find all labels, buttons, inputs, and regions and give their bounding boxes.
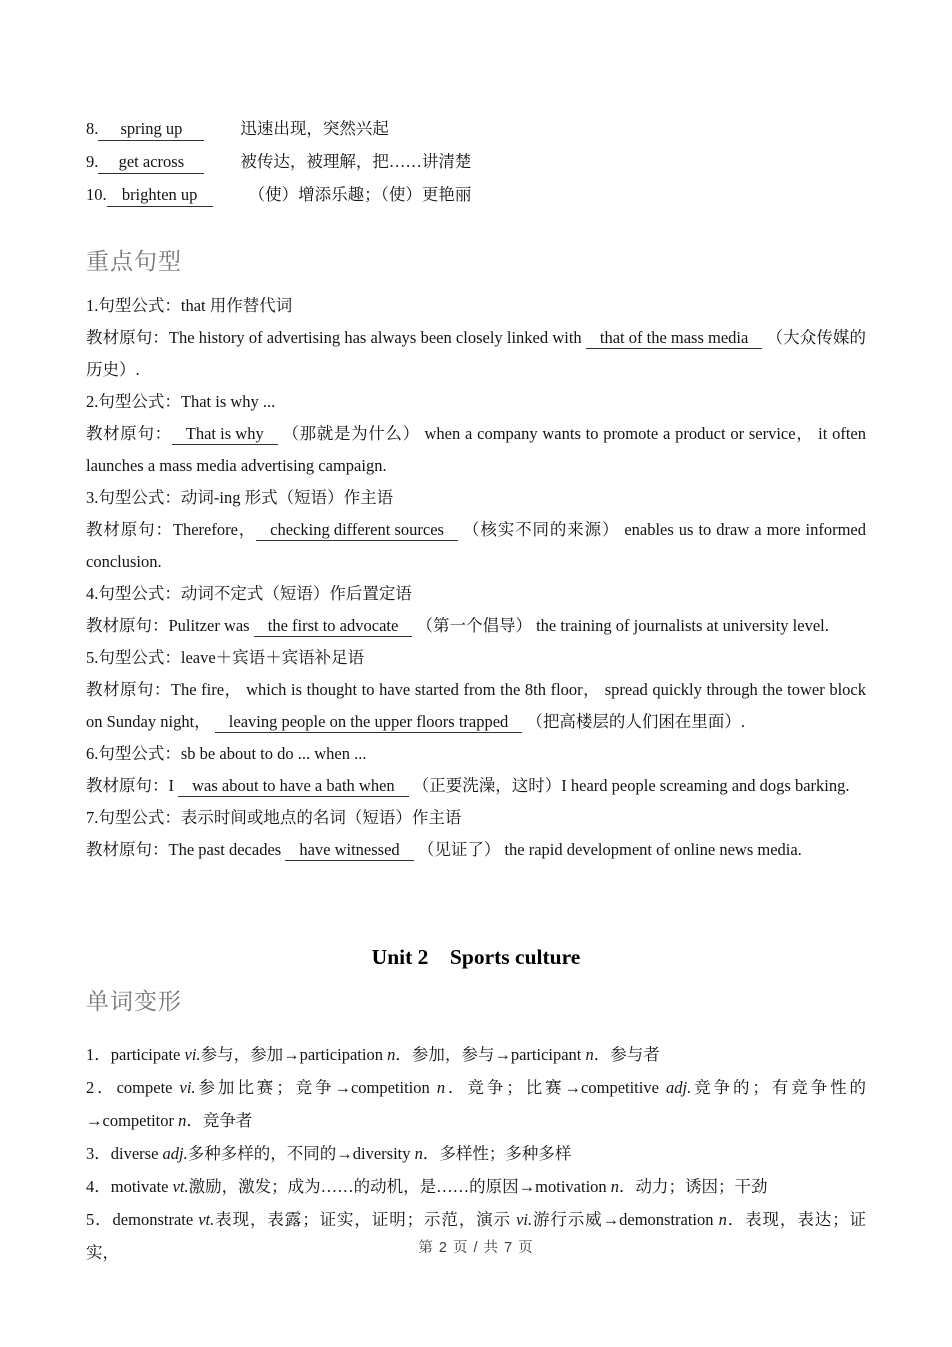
pattern-sentence xyxy=(86,674,866,738)
sentence-text: （见证了） the rapid development of online news media. xyxy=(413,840,802,859)
word-form-text: n xyxy=(436,1078,446,1097)
word-forms-list xyxy=(86,1038,866,1269)
phrase-item xyxy=(86,178,866,211)
word-form-text: ．竞争；比赛→competitive xyxy=(445,1078,666,1097)
word-form-text: 4．motivate xyxy=(86,1177,173,1196)
sentence-text: （正要洗澡，这时）I heard people screaming and dogs barking. xyxy=(408,776,850,795)
phrase-answer-blank: get across xyxy=(98,151,204,174)
word-form-text: n xyxy=(178,1111,187,1130)
answer-blank: have witnessed xyxy=(285,839,413,861)
sentence-text: 教材原句：The fire， which is thought to have started from the 8th floor， spread quickly through the tower block on Sunday night， xyxy=(86,680,866,731)
word-form-text: vi. xyxy=(184,1045,201,1064)
word-form-item xyxy=(86,1071,866,1137)
word-form-text: 1．participate xyxy=(86,1045,185,1064)
word-form-text: n xyxy=(414,1144,423,1163)
sentence-text: 教材原句：The past decades xyxy=(86,840,286,859)
word-form-text: vt. xyxy=(198,1210,215,1229)
pattern-formula: 6.句型公式：sb be about to do ... when ... xyxy=(86,744,367,763)
pattern-formula: 7.句型公式：表示时间或地点的名词（短语）作主语 xyxy=(86,808,462,827)
word-form-item xyxy=(86,1137,866,1170)
word-form-text: 多种多样的，不同的→diversity xyxy=(187,1144,415,1163)
pattern-formula: 3.句型公式：动词-ing 形式（短语）作主语 xyxy=(86,488,394,507)
word-form-text: ．竞争者 xyxy=(186,1111,253,1130)
pattern-sentence xyxy=(86,322,866,386)
word-form-text: vt. xyxy=(172,1177,189,1196)
word-form-text: ．动力；诱因；干劲 xyxy=(619,1177,768,1196)
answer-blank: was about to have a bath when xyxy=(178,775,409,797)
pattern-sentence xyxy=(86,610,866,642)
phrase-number: 8. xyxy=(86,119,99,138)
word-form-text: 2．compete xyxy=(86,1078,180,1097)
phrase-item xyxy=(86,112,866,145)
word-form-text: ．参与者 xyxy=(593,1045,660,1064)
key-patterns-list xyxy=(86,290,866,866)
word-form-text: ．多样性；多种多样 xyxy=(422,1144,572,1163)
word-form-text: ．表现，表达；证实， xyxy=(86,1210,867,1262)
answer-blank: that of the mass media xyxy=(586,327,762,349)
section-heading-key-patterns: 重点句型 xyxy=(86,248,182,274)
answer-blank: That is why xyxy=(172,423,278,445)
pattern-sentence xyxy=(86,418,866,482)
sentence-text: 教材原句： xyxy=(86,424,172,443)
phrase-item xyxy=(86,145,866,178)
unit-title: Unit 2 Sports culture xyxy=(371,945,581,969)
section-heading-word-forms: 单词变形 xyxy=(86,988,182,1014)
phrase-number: 9. xyxy=(86,152,99,171)
word-form-text: 激励，激发；成为……的动机，是……的原因→motivation xyxy=(188,1177,611,1196)
sentence-text: （那就是为什么） when a company wants to promote a product or service， it often launches a mass media advertising campaign. xyxy=(86,424,867,475)
phrase-number: 10. xyxy=(86,185,107,204)
sentence-text: 教材原句：Therefore， xyxy=(86,520,257,539)
pattern-sentence xyxy=(86,514,866,578)
pattern-formula: 4.句型公式：动词不定式（短语）作后置定语 xyxy=(86,584,412,603)
word-form-text: 5．demonstrate xyxy=(86,1210,199,1229)
phrase-meaning: 迅速出现，突然兴起 xyxy=(240,119,389,138)
word-form-text: n xyxy=(610,1177,620,1196)
word-form-text: vi. xyxy=(516,1210,533,1229)
answer-blank: leaving people on the upper floors trapped xyxy=(215,711,523,733)
word-form-text: n xyxy=(387,1045,396,1064)
word-form-text: adj. xyxy=(665,1078,692,1097)
sentence-text: （第一个倡导） the training of journalists at university level. xyxy=(412,616,829,635)
word-form-text: 参加比赛；竞争→competition xyxy=(195,1078,437,1097)
page-footer: 第 2 页 / 共 7 页 xyxy=(418,1240,534,1256)
pattern-formula: 2.句型公式：That is why ... xyxy=(86,392,276,411)
pattern-formula: 1.句型公式：that 用作替代词 xyxy=(86,296,293,315)
answer-blank: the first to advocate xyxy=(254,615,413,637)
sentence-text: （把高楼层的人们困在里面）. xyxy=(522,712,746,731)
word-form-text: 游行示威→demonstration xyxy=(532,1210,719,1229)
word-form-item xyxy=(86,1038,866,1071)
word-form-text: vi. xyxy=(179,1078,196,1097)
word-form-text: adj. xyxy=(162,1144,188,1163)
word-form-text: 参与，参加→participation xyxy=(200,1045,388,1064)
word-form-text: 3．diverse xyxy=(86,1144,163,1163)
answer-blank: checking different sources xyxy=(256,519,458,541)
word-form-item xyxy=(86,1170,866,1203)
pattern-formula: 5.句型公式：leave＋宾语＋宾语补足语 xyxy=(86,648,365,667)
pattern-sentence xyxy=(86,770,866,802)
sentence-text: 教材原句：I xyxy=(86,776,179,795)
sentence-text: （核实不同的来源） enables us to draw a more informed conclusion. xyxy=(86,520,866,571)
pattern-sentence xyxy=(86,834,866,866)
phrase-answer-blank: spring up xyxy=(98,118,204,141)
word-form-text: n xyxy=(718,1210,727,1229)
phrase-meaning: 被传达，被理解，把……讲清楚 xyxy=(240,152,472,171)
sentence-text: （大众传媒的历史）. xyxy=(86,328,866,379)
phrase-answer-blank: brighten up xyxy=(107,184,213,207)
sentence-text: 教材原句：The history of advertising has always been closely linked with xyxy=(86,328,586,347)
word-form-text: n xyxy=(585,1045,594,1064)
word-form-text: 表现，表露；证实，证明；示范，演示 xyxy=(214,1210,517,1229)
word-form-text: 竞争的；有竞争性的→competitor xyxy=(86,1078,866,1130)
phrase-meaning: （使）增添乐趣；（使）更艳丽 xyxy=(248,185,472,204)
phrase-list xyxy=(86,112,866,211)
word-form-text: ．参加，参与→participant xyxy=(395,1045,586,1064)
sentence-text: 教材原句：Pulitzer was xyxy=(86,616,254,635)
